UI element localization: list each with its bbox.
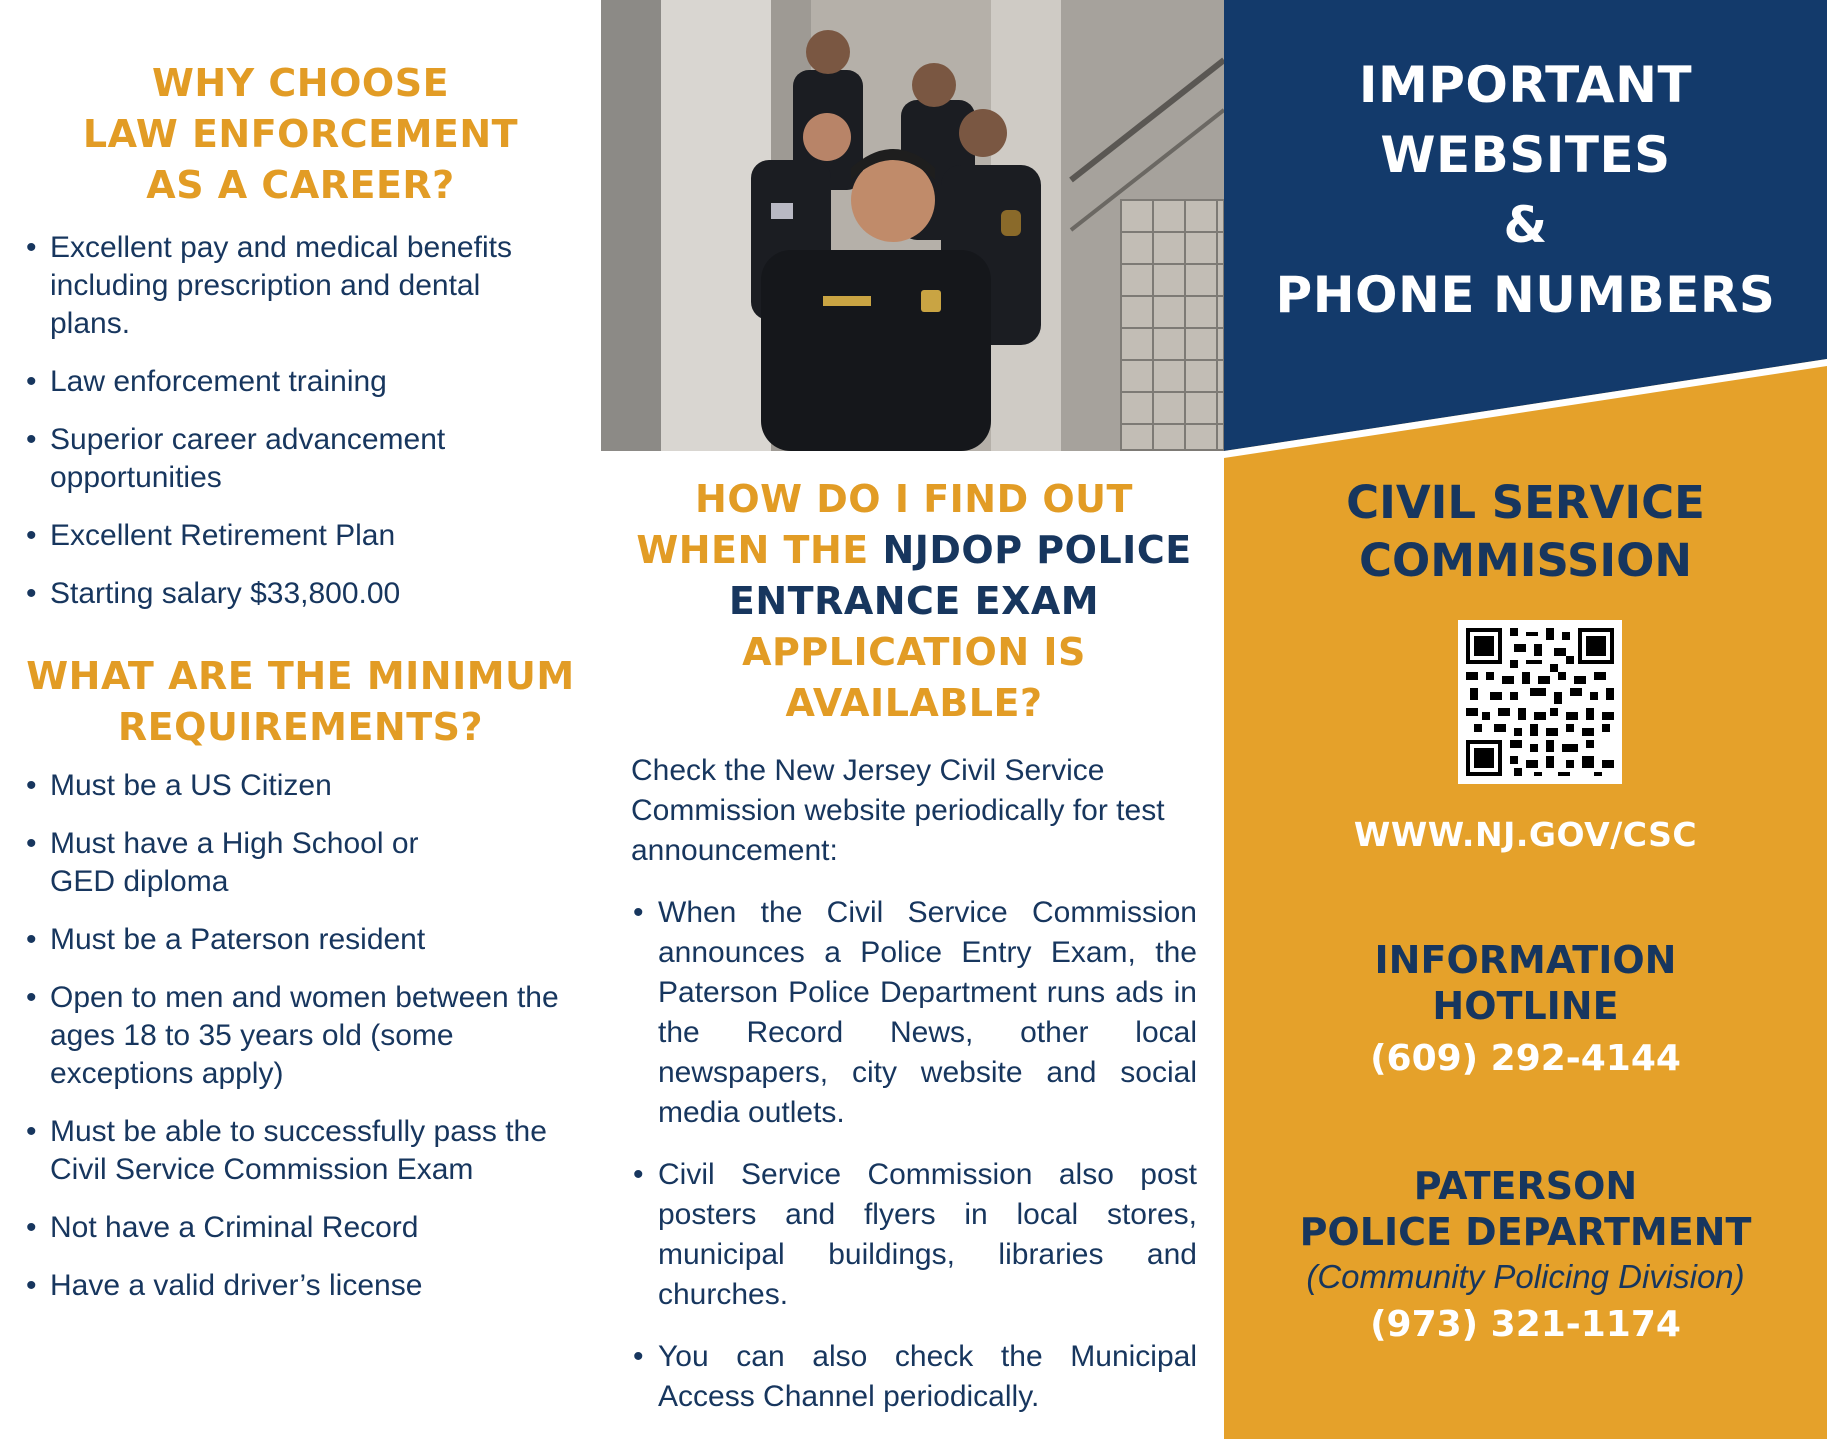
- photo-illustration: [601, 0, 1224, 451]
- exam-availability-heading: HOW DO I FIND OUT WHEN THE NJDOP POLICE ENTRANCE EXAM APPLICATION IS AVAILABLE?: [636, 477, 1192, 725]
- community-policing-division: (Community Policing Division): [1306, 1258, 1745, 1295]
- list-item: • Law enforcement training: [24, 363, 577, 401]
- qr-code[interactable]: [1458, 620, 1622, 784]
- left-column: [0, 0, 601, 1439]
- list-item: • Open to men and women between the ages 18 to 35 years old (some exceptions apply): [24, 979, 580, 1093]
- exam-info-list: [631, 893, 1197, 1417]
- paterson-police-title: PATERSON POLICE DEPARTMENT: [1299, 1164, 1752, 1254]
- civil-service-commission-title: CIVIL SERVICE COMMISSION: [1346, 476, 1705, 587]
- minimum-requirements-heading: WHAT ARE THE MINIMUM REQUIREMENTS?: [26, 654, 575, 749]
- list-item: • Superior career advancement opportunities: [24, 421, 550, 497]
- list-item: • Must be able to successfully pass the Civil Service Commission Exam: [24, 1113, 590, 1189]
- list-item: • Excellent Retirement Plan: [24, 517, 577, 555]
- requirements-list: [24, 767, 577, 1305]
- exam-info-section: [631, 474, 1197, 1439]
- intro-paragraph: Check the New Jersey Civil Service Commission website periodically for test announcement:: [631, 754, 1165, 867]
- list-item: • Must have a High School or GED diploma: [24, 825, 480, 901]
- list-item: • Starting salary $33,800.00: [24, 575, 577, 613]
- information-hotline-title: INFORMATION HOTLINE: [1374, 938, 1677, 1028]
- important-websites-title: IMPORTANT WEBSITES & PHONE NUMBERS: [1275, 56, 1776, 324]
- list-item: • Excellent pay and medical benefits including prescription and dental plans.: [24, 229, 520, 343]
- list-item: • You can also check the Municipal Access Channel periodically.: [631, 1337, 1197, 1417]
- middle-column: [601, 0, 1224, 1439]
- csc-website-link[interactable]: WWW.NJ.GOV/CSC: [1353, 815, 1698, 854]
- police-phone-number[interactable]: (973) 321-1174: [1370, 1304, 1681, 1345]
- qr-code-image: [1458, 620, 1622, 784]
- list-item: • Not have a Criminal Record: [24, 1209, 577, 1247]
- list-item: • Civil Service Commission also post posters and flyers in local stores, municipal buildings, libraries and churches.: [631, 1155, 1197, 1315]
- list-item: • Must be a US Citizen: [24, 767, 577, 805]
- list-item: • Must be a Paterson resident: [24, 921, 577, 959]
- hotline-phone-number[interactable]: (609) 292-4144: [1370, 1038, 1681, 1079]
- why-choose-list: [24, 229, 577, 613]
- list-item: • Have a valid driver’s license: [24, 1267, 577, 1305]
- why-choose-heading: WHY CHOOSE LAW ENFORCEMENT AS A CAREER?: [82, 61, 519, 207]
- list-item: • When the Civil Service Commission announces a Police Entry Exam, the Paterson Police Department runs ads in the Record News, other local newspapers, city website and social media outlets.: [631, 893, 1197, 1133]
- police-officers-photo: [601, 0, 1224, 451]
- right-column: [1224, 0, 1827, 1439]
